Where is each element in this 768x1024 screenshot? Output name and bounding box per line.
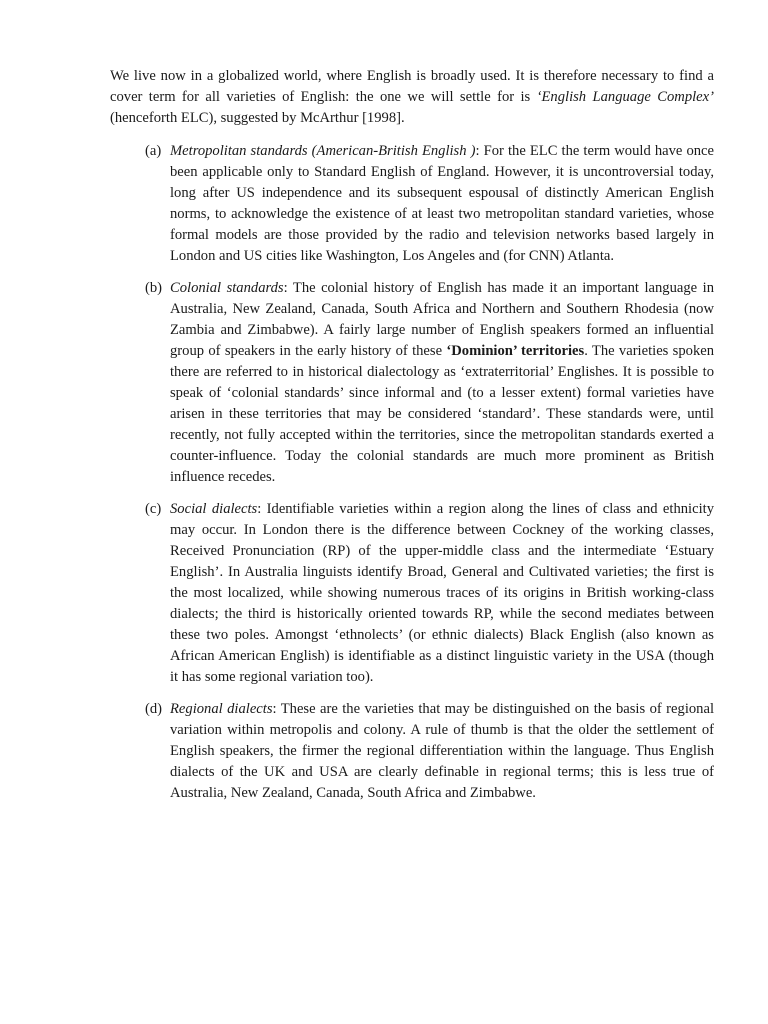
list-marker: (b) <box>145 280 163 296</box>
list-marker: (c) <box>145 501 162 517</box>
list-item-a <box>110 141 714 267</box>
item-body: : These are the varieties that may be distinguished on the basis of regional variation within metropolis and colony. A rule of thumb is that the older the settlement of English speakers, the firmer the regional differentiation within the language. Thus English dialects of the UK and USA are clearly definable in regional terms; this is less true of Australia, New Zealand, Canada, South Africa and Zimbabwe. <box>170 701 714 801</box>
list-item-b <box>110 278 714 488</box>
item-body: : Identifiable varieties within a region along the lines of class and ethnicity may occur. In London there is the difference between Cockney of the working classes, Received Pronunciation (RP) of the upper-middle class and the intermediate ‘Estuary English’. In Australia linguists identify Broad, General and Cultivated varieties; the first is the most localized, while showing numerous traces of its origins in British working-class dialects; the third is historically oriented towards RP, while the second mediates between these two poles. Amongst ‘ethnolects’ (or ethnic dialects) Black English (also known as African American English) is identifiable as a distinct linguistic variety in the USA (though it has some regional variation too). <box>170 501 714 685</box>
document-body <box>110 66 714 815</box>
item-heading: Colonial standards <box>170 280 284 296</box>
list-item-d <box>110 699 714 804</box>
list-marker: (d) <box>145 701 163 717</box>
list-item-text <box>170 699 714 804</box>
item-heading: Regional dialects <box>170 701 273 717</box>
list-item-text <box>170 499 714 688</box>
intro-paragraph <box>110 66 714 129</box>
intro-term: ‘English Language Complex’ <box>536 89 714 105</box>
list-item-text <box>170 278 714 488</box>
list-item-c <box>110 499 714 688</box>
item-body: : For the ELC the term would have once been applicable only to Standard English of England. However, it is uncontroversial today, long after US independence and its subsequent espousal of distinctly American English norms, to acknowledge the existence of at least two metropolitan standard varieties, whose formal models are those provided by the radio and television networks based largely in London and US cities like Washington, Los Angeles and (for CNN) Atlanta. <box>170 143 715 264</box>
item-body-before: : The colonial history of English has made it an important language in Australia, New Zealand, Canada, South Africa and Northern and Southern Rhodesia (now Zambia and Zimbabwe). A fairly large number of English speakers formed an influential group of speakers in the early history of these <box>170 280 714 359</box>
intro-text-after: (henceforth ELC), suggested by McArthur [1998]. <box>110 110 405 126</box>
item-body-after: . The varieties spoken there are referred to in historical dialectology as ‘extraterritorial’ Englishes. It is possible to speak of ‘colonial standards’ since informal and (to a lesser extent) formal varieties have arisen in these territories that may be considered ‘standard’. These standards were, until recently, not fully accepted within the territories, since the metropolitan standards exerted a counter-influence. Today the colonial standards are much more prominent as British influence recedes. <box>170 343 715 485</box>
list-item-text <box>170 141 714 267</box>
list-marker: (a) <box>145 143 162 159</box>
varieties-list <box>110 141 714 804</box>
item-heading: Social dialects <box>170 501 258 517</box>
item-heading: Metropolitan standards (American-British English ) <box>170 143 476 159</box>
item-bold-term: ‘Dominion’ territories <box>446 343 585 359</box>
intro-text-before: We live now in a globalized world, where English is broadly used. It is therefore necessary to find a cover term for all varieties of English: the one we will settle for is <box>110 68 714 105</box>
